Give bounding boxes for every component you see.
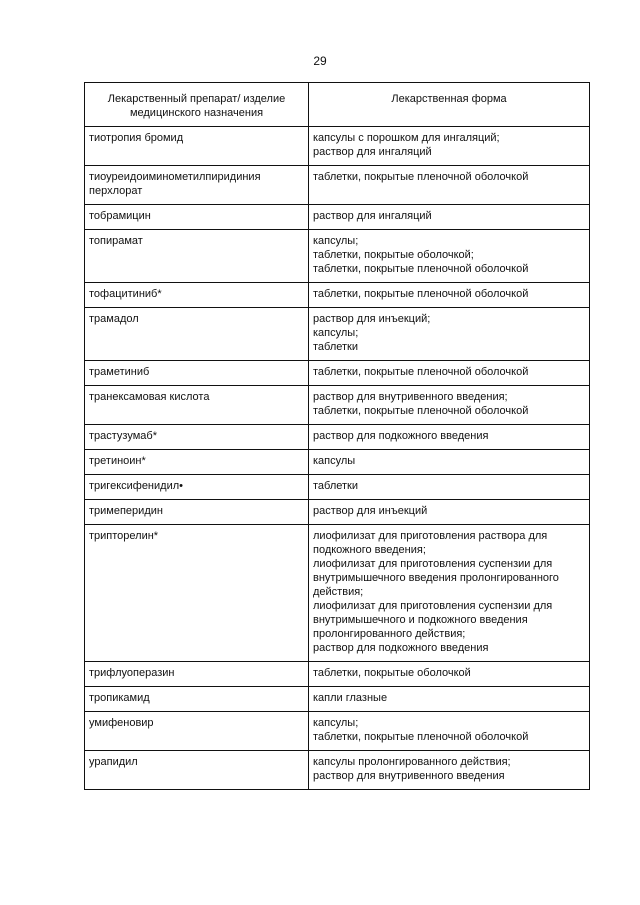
drug-name-cell: тиотропия бромид [85,127,309,166]
drug-name-cell: трипторелин* [85,525,309,662]
table-row [85,308,590,361]
dosage-form-line: таблетки, покрытые оболочкой; [313,249,474,261]
dosage-form-line: раствор для инъекций [313,505,428,517]
dosage-form-line: таблетки, покрытые пленочной оболочкой [313,366,529,378]
table-row [85,450,590,475]
dosage-form-line: действия; [313,586,364,598]
table-row [85,425,590,450]
dosage-form-line: таблетки, покрытые пленочной оболочкой [313,288,529,300]
drug-name-cell: траметиниб [85,361,309,386]
table-row [85,687,590,712]
drug-name-cell: топирамат [85,230,309,283]
table-row [85,361,590,386]
drug-name-cell: третиноин* [85,450,309,475]
dosage-form-cell [309,425,590,450]
dosage-form-line: внутримышечного и подкожного введения [313,614,528,626]
dosage-form-line: раствор для внутривенного введения; [313,391,508,403]
dosage-form-cell [309,205,590,230]
table-row [85,500,590,525]
dosage-form-line: таблетки, покрытые пленочной оболочкой [313,405,529,417]
dosage-form-cell [309,662,590,687]
dosage-form-cell [309,230,590,283]
column-header-drug: Лекарственный препарат/ изделие медицинского назначения [85,83,309,127]
drug-name-cell: тригексифенидил• [85,475,309,500]
dosage-form-cell [309,475,590,500]
drug-name-cell: трастузумаб* [85,425,309,450]
dosage-form-line: капсулы [313,455,356,467]
table-row [85,166,590,205]
dosage-form-cell [309,361,590,386]
dosage-form-line: лиофилизат для приготовления суспензии для [313,600,553,612]
dosage-form-line: раствор для подкожного введения [313,430,489,442]
dosage-form-line: подкожного введения; [313,544,426,556]
dosage-form-line: раствор для инъекций; [313,313,431,325]
dosage-form-line: капсулы; [313,717,359,729]
dosage-form-line: лиофилизат для приготовления суспензии для [313,558,553,570]
dosage-form-line: внутримышечного введения пролонгированного [313,572,559,584]
dosage-form-cell [309,166,590,205]
dosage-form-line: капли глазные [313,692,388,704]
dosage-form-line: раствор для подкожного введения [313,642,489,654]
drug-name-cell: тримеперидин [85,500,309,525]
dosage-form-cell [309,308,590,361]
page-number: 29 [313,54,327,68]
drug-name-cell: транексамовая кислота [85,386,309,425]
drug-name-cell: тофацитиниб* [85,283,309,308]
dosage-form-line: капсулы с порошком для ингаляций; [313,132,500,144]
dosage-form-cell [309,500,590,525]
dosage-form-line: раствор для внутривенного введения [313,770,505,782]
dosage-form-line: таблетки [313,341,359,353]
table-body [85,127,590,790]
table-row [85,662,590,687]
dosage-form-cell [309,386,590,425]
dosage-form-cell [309,450,590,475]
drug-name-cell: умифеновир [85,712,309,751]
table-row [85,127,590,166]
table-header-row [85,83,590,127]
drug-name-cell: трамадол [85,308,309,361]
table-row [85,475,590,500]
dosage-form-line: таблетки [313,480,359,492]
dosage-form-line: лиофилизат для приготовления раствора для [313,530,548,542]
dosage-form-line: капсулы; [313,327,359,339]
dosage-form-line: раствор для ингаляций [313,210,432,222]
table-row [85,751,590,790]
dosage-form-line: пролонгированного действия; [313,628,466,640]
dosage-form-line: таблетки, покрытые пленочной оболочкой [313,171,529,183]
dosage-form-cell [309,127,590,166]
dosage-form-cell [309,525,590,662]
dosage-form-line: капсулы пролонгированного действия; [313,756,511,768]
drug-table [84,82,590,790]
table-row [85,283,590,308]
table-row [85,712,590,751]
drug-name-cell: тропикамид [85,687,309,712]
table-row [85,205,590,230]
dosage-form-cell [309,687,590,712]
drug-name-cell: тиоуреидоиминометилпиридиния перхлорат [85,166,309,205]
dosage-form-cell [309,712,590,751]
column-header-form: Лекарственная форма [309,83,590,127]
table-row [85,525,590,662]
drug-name-cell: урапидил [85,751,309,790]
dosage-form-line: раствор для ингаляций [313,146,432,158]
dosage-form-line: таблетки, покрытые оболочкой [313,667,471,679]
dosage-form-line: капсулы; [313,235,359,247]
dosage-form-cell [309,283,590,308]
drug-name-cell: трифлуоперазин [85,662,309,687]
dosage-form-line: таблетки, покрытые пленочной оболочкой [313,263,529,275]
drug-name-cell: тобрамицин [85,205,309,230]
dosage-form-cell [309,751,590,790]
table-row [85,386,590,425]
dosage-form-line: таблетки, покрытые пленочной оболочкой [313,731,529,743]
table-row [85,230,590,283]
